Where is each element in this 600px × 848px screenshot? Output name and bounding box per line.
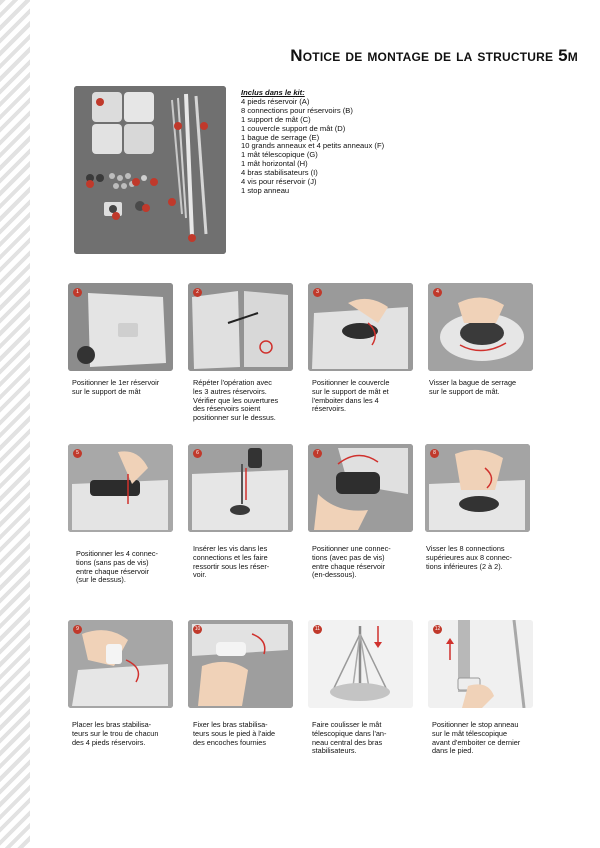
- step-caption: Répéter l'opération avec les 3 autres réservoirs. Vérifier que les ouvertures des réservoirs soient positionner sur le dessus.: [193, 378, 279, 423]
- step-caption: Faire coulisser le mât télescopique dans l'an- neau central des bras stabilisateurs.: [312, 720, 387, 756]
- step-photo: [425, 444, 530, 532]
- step-photo: [68, 620, 173, 708]
- page-title: Notice de montage de la structure 5m: [290, 46, 578, 65]
- step-number: 3: [313, 288, 322, 297]
- step-photo: [68, 283, 173, 371]
- step-photo: [308, 283, 413, 371]
- step-caption: Visser la bague de serrage sur le support de mât.: [429, 378, 517, 396]
- step-photo: [68, 444, 173, 532]
- kit-item: 1 support de mât (C): [241, 114, 311, 124]
- step-photo: [188, 620, 293, 708]
- step-caption: Fixer les bras stabilisa- teurs sous le pied à l'aide des encoches fournies: [193, 720, 276, 747]
- step-caption: Placer les bras stabilisa- teurs sur le trou de chacun des 4 pieds réservoirs.: [72, 720, 159, 747]
- kit-item: 8 connections pour réservoirs (B): [241, 105, 353, 115]
- kit-heading: Inclus dans le kit:: [241, 88, 305, 97]
- kit-item: 1 bague de serrage (E): [241, 132, 320, 142]
- decorative-stripe: [0, 0, 30, 848]
- kit-item: 4 vis pour réservoir (J): [241, 177, 317, 187]
- step-caption: Visser les 8 connections supérieures aux 8 connec- tions inférieures (2 à 2).: [426, 544, 512, 571]
- step-number: 1: [73, 288, 82, 297]
- step-caption: Positionner le stop anneau sur le mât télescopique avant d'emboiter ce dernier dans le pied.: [432, 720, 521, 756]
- step-photo: [308, 444, 413, 532]
- step-caption: Positionner le couvercle sur le support de mât et l'emboiter dans les 4 réservoirs.: [312, 378, 390, 414]
- kit-item: 1 mât télescopique (G): [241, 150, 318, 160]
- kit-item: 4 bras stabilisateurs (I): [241, 168, 318, 178]
- kit-item: 1 stop anneau: [241, 185, 290, 195]
- step-caption: Positionner les 4 connec- tions (sans pas de vis) entre chaque réservoir (sur le dessus).: [76, 549, 158, 585]
- step-number: 12: [434, 626, 441, 632]
- kit-item: 10 grands anneaux et 4 petits anneaux (F): [241, 141, 385, 151]
- step-caption: Insérer les vis dans les connections et les faire ressortir sous les réser- voir.: [193, 544, 270, 580]
- step-number: 7: [313, 449, 322, 458]
- step-photo: [308, 620, 413, 708]
- step-number: 4: [433, 288, 442, 297]
- step-number: 11: [314, 626, 321, 632]
- step-number: 10: [194, 626, 201, 632]
- step-photo: [428, 283, 533, 371]
- step-number: 9: [73, 625, 82, 634]
- kit-item: 1 couvercle support de mât (D): [241, 123, 346, 133]
- step-caption: Positionner le 1er réservoir sur le support de mât: [72, 378, 160, 396]
- step-number: 2: [193, 288, 202, 297]
- step-number: 5: [73, 449, 82, 458]
- kit-item: 4 pieds réservoir (A): [241, 96, 310, 106]
- step-number: 6: [193, 449, 202, 458]
- step-photo: [428, 620, 533, 708]
- step-number: 8: [430, 449, 439, 458]
- step-caption: Positionner une connec- tions (avec pas de vis) entre chaque réservoir (en-dessous).: [312, 544, 391, 580]
- kit-contents-list: [241, 89, 384, 196]
- kit-contents-photo: [74, 86, 226, 254]
- step-photo: [188, 283, 293, 371]
- kit-item: 1 mât horizontal (H): [241, 159, 308, 169]
- step-photo: [188, 444, 293, 532]
